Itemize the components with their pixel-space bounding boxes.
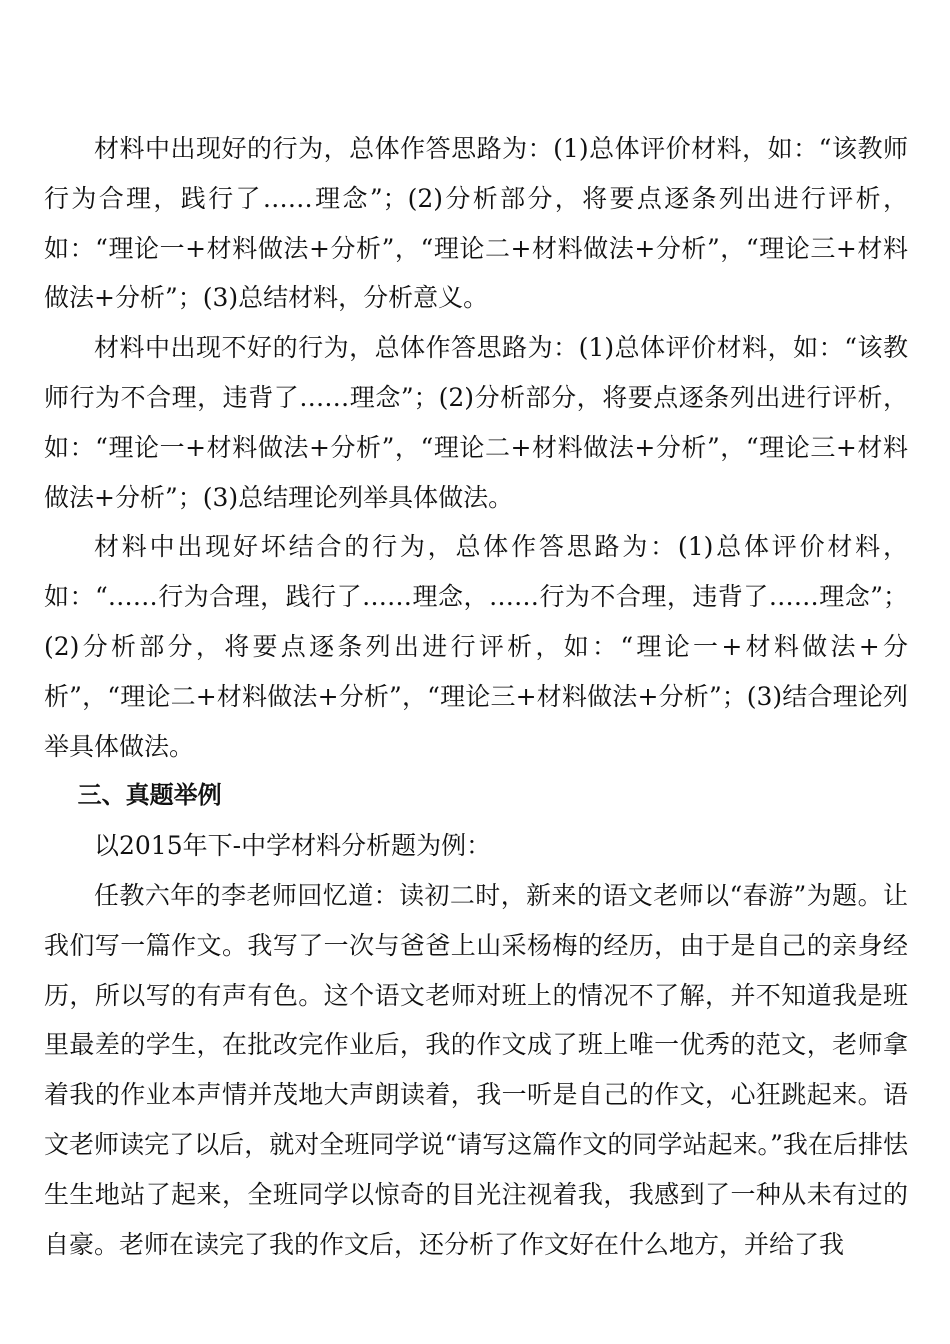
paragraph-good-behavior: 材料中出现好的行为，总体作答思路为：(1)总体评价材料，如：“该教师行为合理，践行了……理念”；(2)分析部分，将要点逐条列出进行评析，如：“理论一+材料做法+分析”，“理论二+材料做法+分析”，“理论三+材料做法+分析”；(3)总结材料，分析意义。 bbox=[44, 134, 908, 313]
example-intro: 以2015年下-中学材料分析题为例： bbox=[94, 831, 492, 861]
document-page bbox=[44, 124, 908, 1269]
paragraph-mixed-behavior: 材料中出现好坏结合的行为，总体作答思路为：(1)总体评价材料，如：“……行为合理，践行了……理念，……行为不合理，违背了……理念”；(2)分析部分，将要点逐条列出进行评析，如：“理论一+材料做法+分析”，“理论二+材料做法+分析”，“理论三+材料做法+分析”；(3)结合理论列举具体做法。 bbox=[44, 532, 908, 761]
paragraph-bad-behavior: 材料中出现不好的行为，总体作答思路为：(1)总体评价材料，如：“该教师行为不合理，违背了……理念”；(2)分析部分，将要点逐条列出进行评析，如：“理论一+材料做法+分析”，“理论二+材料做法+分析”，“理论三+材料做法+分析”；(3)总结理论列举具体做法。 bbox=[44, 333, 908, 512]
example-text: 任教六年的李老师回忆道：读初二时，新来的语文老师以“春游”为题。让我们写一篇作文。我写了一次与爸爸上山采杨梅的经历，由于是自己的亲身经历，所以写的有声有色。这个语文老师对班上的情况不了解，并不知道我是班里最差的学生，在批改完作业后，我的作文成了班上唯一优秀的范文，老师拿着我的作业本声情并茂地大声朗读着，我一听是自己的作文，心狂跳起来。语文老师读完了以后，就对全班同学说“请写这篇作文的同学站起来。”我在后排怯生生地站了起来，全班同学以惊奇的目光注视着我，我感到了一种从未有过的自豪。老师在读完了我的作文后，还分析了作文好在什么地方，并给了我 bbox=[44, 880, 908, 1259]
section-heading: 三、真题举例 bbox=[77, 781, 222, 810]
